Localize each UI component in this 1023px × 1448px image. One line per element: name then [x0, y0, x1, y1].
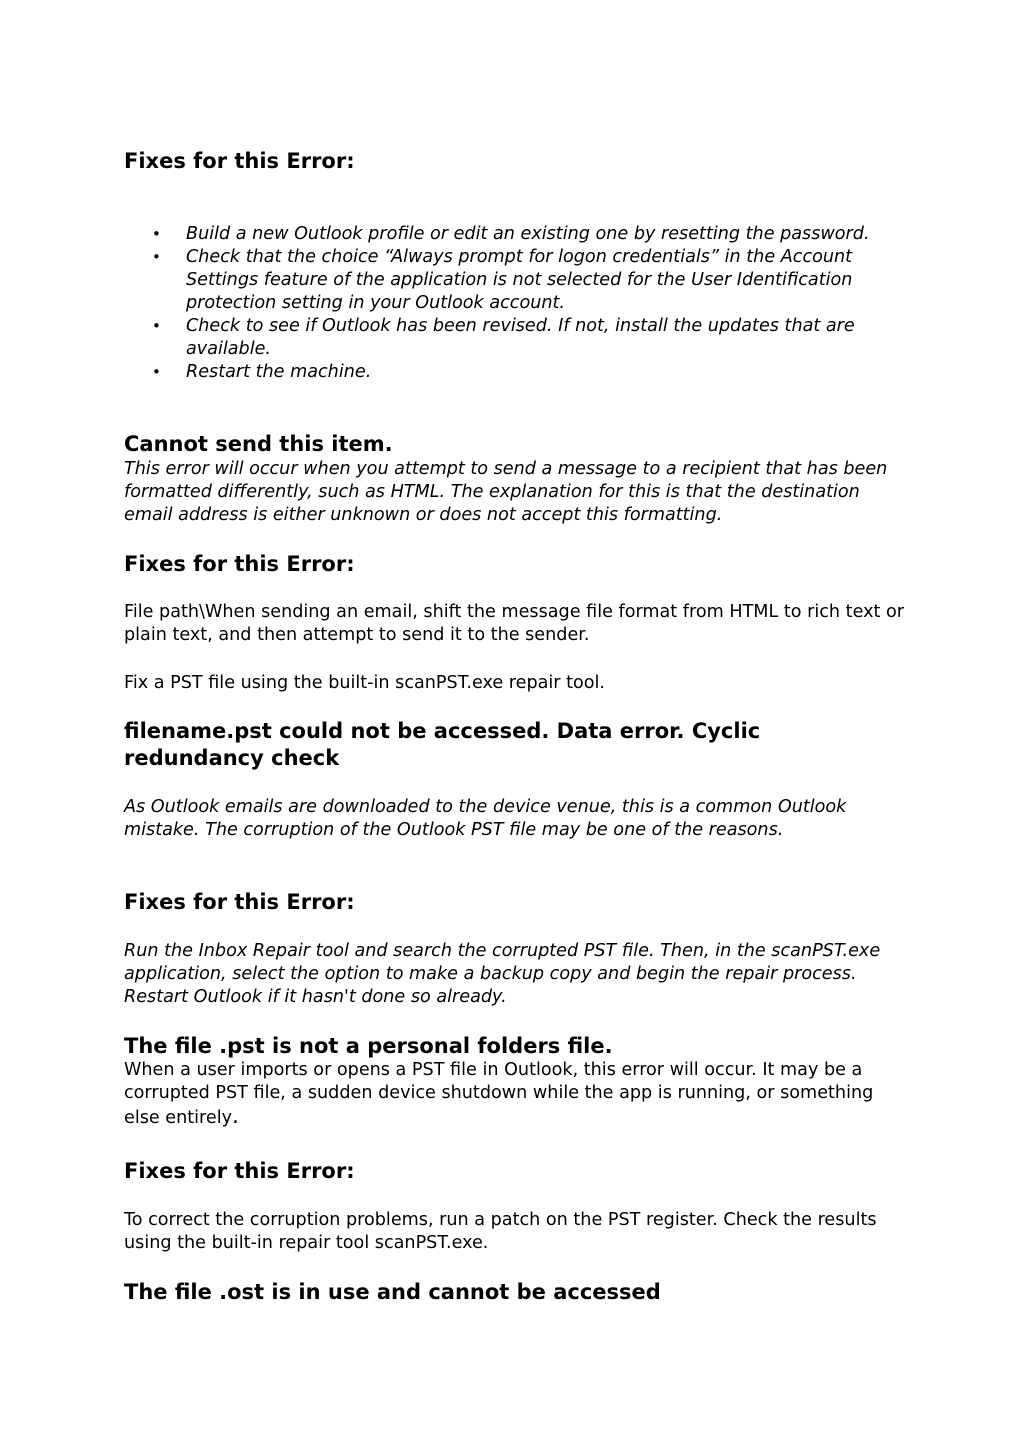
bullet-icon: •: [152, 363, 161, 381]
list-item-text: Check to see if Outlook has been revised. If not, install the updates that are available.: [186, 316, 855, 359]
list-item: [152, 246, 904, 315]
list-item: [152, 315, 904, 361]
section-text-fix-scanpst: Fix a PST file using the built-in scanPST.exe repair tool.: [124, 673, 606, 693]
list-item-text: Build a new Outlook profile or edit an existing one by resetting the password.: [186, 224, 870, 244]
section-heading-fixes-4: Fixes for this Error:: [124, 1159, 355, 1183]
section-text-not-pst: [124, 1059, 904, 1130]
section-text-cannot-send: This error will occur when you attempt to send a message to a recipient that has been formatted differently, such as HTML. The explanation for this is that the destination email address is either unknown or does not accept this formatting.: [124, 459, 888, 525]
section-heading-not-pst: The file .pst is not a personal folders file.: [124, 1034, 613, 1058]
section-text-crc-error: As Outlook emails are downloaded to the device venue, this is a common Outlook mistake. The corruption of the Outlook PST file may be one of the reasons.: [124, 797, 847, 840]
list-item: [152, 223, 904, 246]
section-text-fix-format: File path\When sending an email, shift the message file format from HTML to rich text or plain text, and then attempt to send it to the sender.: [124, 602, 904, 645]
list-item-text: Check that the choice “Always prompt for logon credentials” in the Account Settings feature of the application is not selected for the User Identification protection setting in your Outlook account.: [186, 247, 853, 313]
section-text-patch-pst: To correct the corruption problems, run a patch on the PST register. Check the results using the built-in repair tool scanPST.exe.: [124, 1210, 877, 1253]
list-item-text: Restart the machine.: [186, 362, 372, 382]
section-heading-fixes-3: Fixes for this Error:: [124, 890, 355, 914]
fixes-bullet-list: [152, 223, 904, 384]
list-item: [152, 361, 904, 384]
section-heading-cannot-send: Cannot send this item.: [124, 432, 393, 456]
bullet-icon: •: [152, 248, 161, 266]
section-heading-fixes-1: Fixes for this Error:: [124, 149, 355, 173]
not-pst-period: .: [232, 1104, 240, 1129]
bullet-icon: •: [152, 317, 161, 335]
not-pst-text: When a user imports or opens a PST file in Outlook, this error will occur. It may be a corrupted PST file, a sudden device shutdown while the app is running, or something else entirely: [124, 1060, 874, 1128]
section-heading-fixes-2: Fixes for this Error:: [124, 552, 355, 576]
section-heading-ost-in-use: The file .ost is in use and cannot be accessed: [124, 1280, 661, 1304]
bullet-icon: •: [152, 225, 161, 243]
section-heading-crc-error: filename.pst could not be accessed. Data error. Cyclic redundancy check: [124, 719, 761, 770]
section-text-inbox-repair: Run the Inbox Repair tool and search the corrupted PST file. Then, in the scanPST.exe application, select the option to make a backup copy and begin the repair process. Restart Outlook if it hasn't done so already.: [124, 941, 881, 1007]
